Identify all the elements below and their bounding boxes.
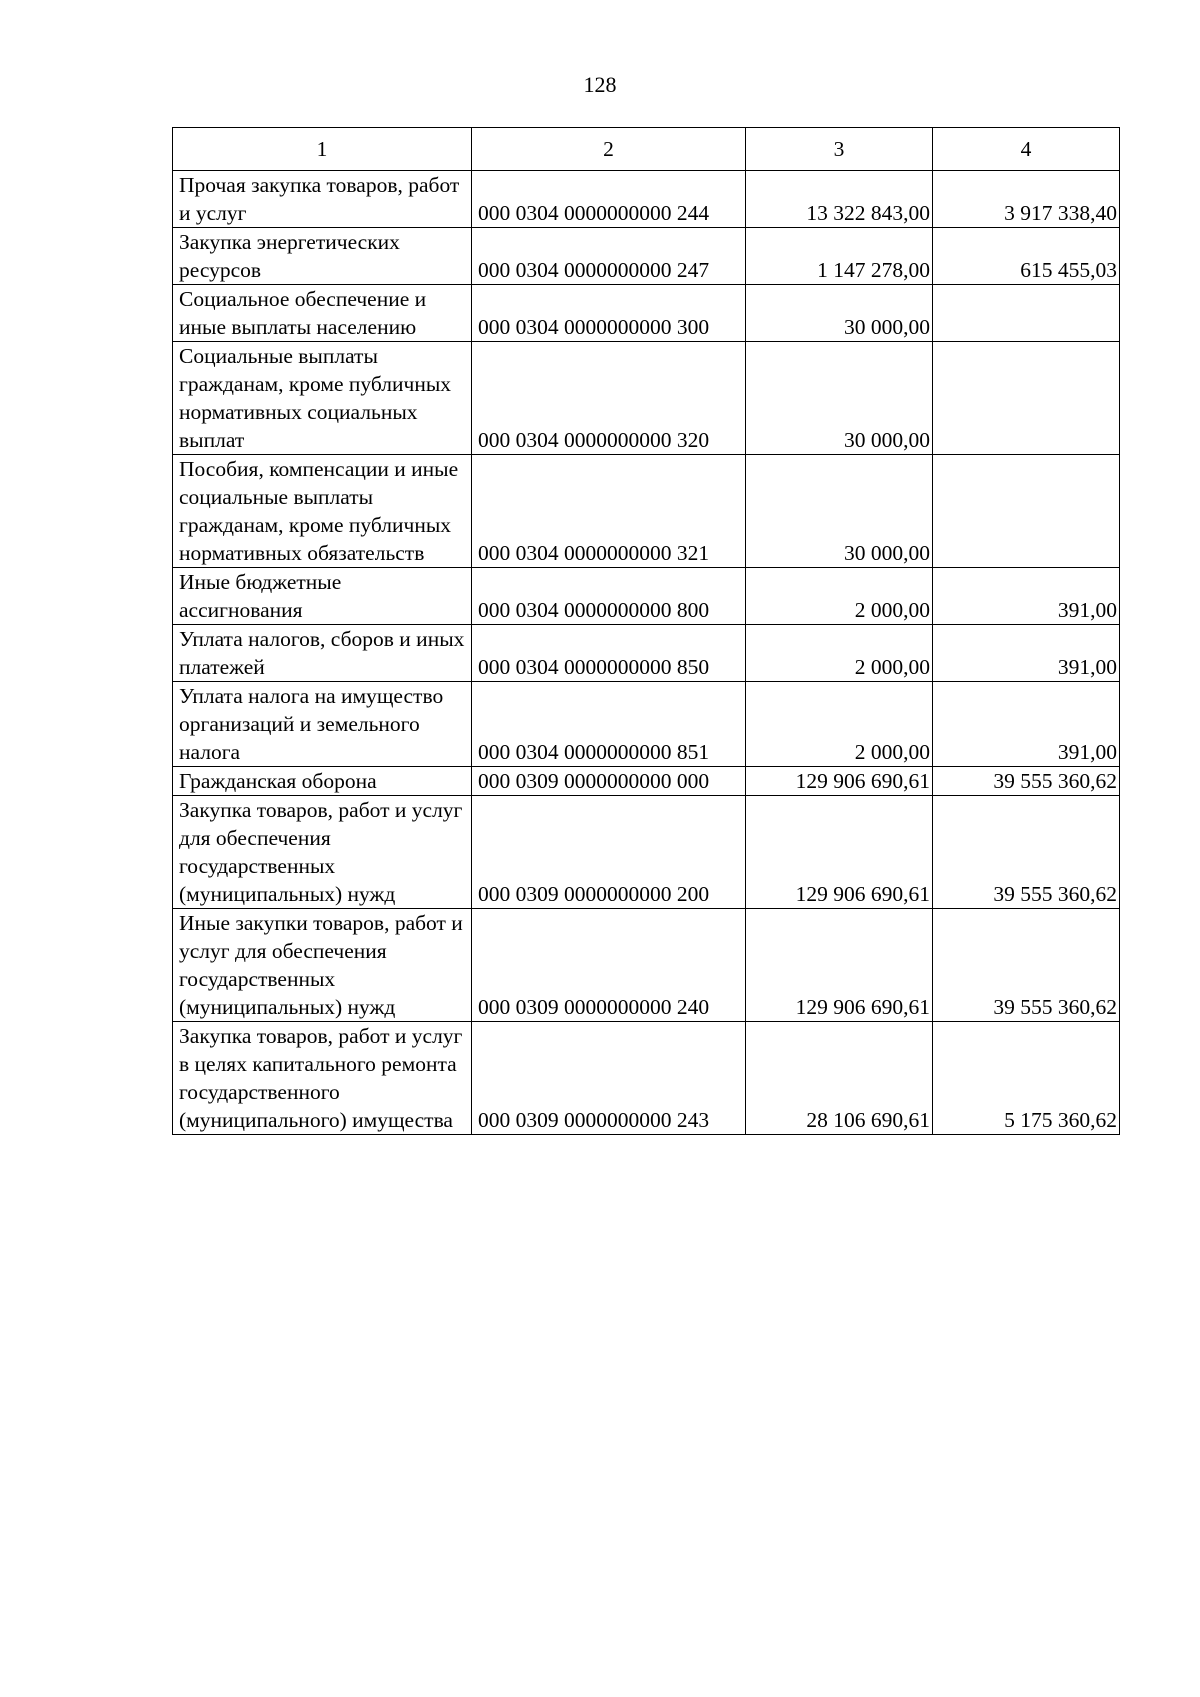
row-col3: 30 000,00 — [746, 455, 933, 568]
table-row — [173, 1022, 1120, 1135]
table-row — [173, 285, 1120, 342]
row-col4: 391,00 — [933, 682, 1120, 767]
row-name: Социальные выплаты гражданам, кроме публичных нормативных социальных выплат — [173, 342, 472, 455]
table-row — [173, 682, 1120, 767]
row-col3: 129 906 690,61 — [746, 767, 933, 796]
row-col4: 3 917 338,40 — [933, 171, 1120, 228]
row-col3: 129 906 690,61 — [746, 909, 933, 1022]
row-name: Уплата налога на имущество организаций и земельного налога — [173, 682, 472, 767]
row-col4: 39 555 360,62 — [933, 767, 1120, 796]
row-name: Гражданская оборона — [173, 767, 472, 796]
row-col3: 30 000,00 — [746, 285, 933, 342]
row-col4 — [933, 285, 1120, 342]
header-col-2: 2 — [472, 128, 746, 171]
row-code: 000 0304 0000000000 320 — [472, 342, 746, 455]
row-code: 000 0304 0000000000 800 — [472, 568, 746, 625]
header-col-4: 4 — [933, 128, 1120, 171]
row-col3: 2 000,00 — [746, 682, 933, 767]
row-col4 — [933, 455, 1120, 568]
row-col3: 30 000,00 — [746, 342, 933, 455]
row-col4: 391,00 — [933, 625, 1120, 682]
row-col3: 129 906 690,61 — [746, 796, 933, 909]
row-col3: 13 322 843,00 — [746, 171, 933, 228]
row-col3: 28 106 690,61 — [746, 1022, 933, 1135]
row-name: Закупка товаров, работ и услуг в целях капитального ремонта государственного (муниципального) имущества — [173, 1022, 472, 1135]
table-row — [173, 228, 1120, 285]
header-col-1: 1 — [173, 128, 472, 171]
row-col4 — [933, 342, 1120, 455]
row-col4: 39 555 360,62 — [933, 909, 1120, 1022]
row-code: 000 0304 0000000000 247 — [472, 228, 746, 285]
row-code: 000 0304 0000000000 300 — [472, 285, 746, 342]
row-name: Закупка товаров, работ и услуг для обеспечения государственных (муниципальных) нужд — [173, 796, 472, 909]
row-col4: 615 455,03 — [933, 228, 1120, 285]
row-col3: 2 000,00 — [746, 625, 933, 682]
table-row — [173, 342, 1120, 455]
row-name: Иные бюджетные ассигнования — [173, 568, 472, 625]
table-row — [173, 455, 1120, 568]
page-number: 128 — [583, 72, 617, 97]
table-header-row — [173, 128, 1120, 171]
row-col3: 1 147 278,00 — [746, 228, 933, 285]
row-code: 000 0309 0000000000 240 — [472, 909, 746, 1022]
row-name: Пособия, компенсации и иные социальные выплаты гражданам, кроме публичных нормативных обязательств — [173, 455, 472, 568]
row-name: Закупка энергетических ресурсов — [173, 228, 472, 285]
row-name: Прочая закупка товаров, работ и услуг — [173, 171, 472, 228]
row-code: 000 0304 0000000000 851 — [472, 682, 746, 767]
table-row — [173, 171, 1120, 228]
row-code: 000 0304 0000000000 244 — [472, 171, 746, 228]
row-name: Уплата налогов, сборов и иных платежей — [173, 625, 472, 682]
row-col3: 2 000,00 — [746, 568, 933, 625]
row-code: 000 0309 0000000000 200 — [472, 796, 746, 909]
row-code: 000 0309 0000000000 000 — [472, 767, 746, 796]
table-row — [173, 796, 1120, 909]
row-col4: 5 175 360,62 — [933, 1022, 1120, 1135]
row-col4: 39 555 360,62 — [933, 796, 1120, 909]
table-row — [173, 625, 1120, 682]
header-col-3: 3 — [746, 128, 933, 171]
budget-table — [172, 127, 1120, 1135]
row-name: Иные закупки товаров, работ и услуг для обеспечения государственных (муниципальных) нужд — [173, 909, 472, 1022]
row-code: 000 0304 0000000000 321 — [472, 455, 746, 568]
table-row — [173, 568, 1120, 625]
table-row — [173, 767, 1120, 796]
table-row — [173, 909, 1120, 1022]
row-code: 000 0304 0000000000 850 — [472, 625, 746, 682]
row-name: Социальное обеспечение и иные выплаты населению — [173, 285, 472, 342]
row-code: 000 0309 0000000000 243 — [472, 1022, 746, 1135]
row-col4: 391,00 — [933, 568, 1120, 625]
